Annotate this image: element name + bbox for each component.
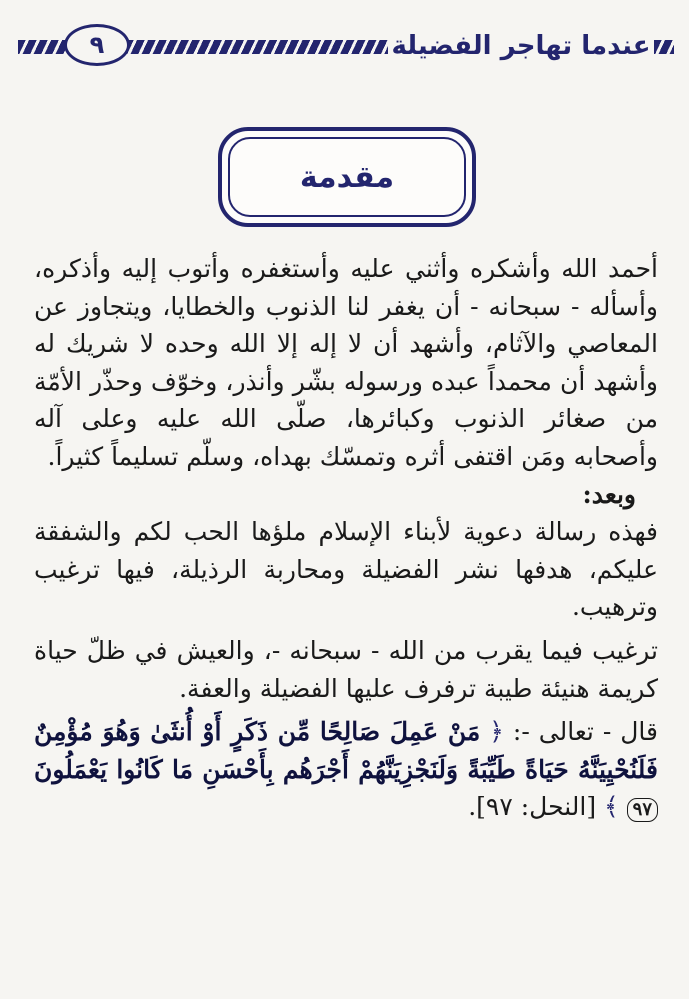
page-number: ٩ xyxy=(64,24,130,66)
wa-bad-heading: وبعد: xyxy=(582,479,636,509)
paragraph-message: فهذه رسالة دعوية لأبناء الإسلام ملؤها الحب لكم والشفقة عليكم، هدفها نشر الفضيلة ومحاربة الرذيلة، فيها ترغيب وترهيب. xyxy=(34,517,658,622)
quran-quote xyxy=(34,713,658,826)
paragraph-targheeb: ترغيب فيما يقرب من الله - سبحانه -، والعيش في ظلّ حياة كريمة هنيئة طيبة ترفرف عليها الفضيلة والعفة. xyxy=(34,635,658,703)
verse-reference: [النحل: ٩٧]. xyxy=(468,792,597,822)
section-title: مقدمة xyxy=(299,159,395,195)
verse-text: مَنْ عَمِلَ صَالِحًا مِّن ذَكَرٍ أَوْ أُنثَىٰ وَهُوَ مُؤْمِنٌ فَلَنُحْيِيَنَّهُ حَيَاةً طَيِّبَةً وَلَنَجْزِيَنَّهُمْ أَجْرَهُم بِأَحْسَنِ مَا كَانُوا يَعْمَلُونَ xyxy=(34,717,658,784)
book-title: عندما تهاجر الفضيلة xyxy=(391,31,651,61)
section-title-inner-frame xyxy=(228,137,466,217)
verse-number: ٩٧ xyxy=(627,798,658,822)
page-body xyxy=(34,250,658,826)
page-header xyxy=(18,22,678,72)
header-stripe-middle xyxy=(126,40,388,54)
header-stripe-left xyxy=(18,40,68,54)
ornate-bracket-close-icon: ﴾ xyxy=(604,792,619,822)
paragraph-opening: أحمد الله وأشكره وأثني عليه وأستغفره وأتوب إليه وأذكره، وأسأله - سبحانه - أن يغفر لنا الذنوب والخطايا، ويتجاوز عن المعاصي والآثام، وأشهد أن لا إله إلا الله وحده لا شريك له وأشهد أن محمداً عبده ورسوله بشّر وأنذر، وخوّف وحذّر الأمّة من صغائر الذنوب وكبائرها، صلّى الله عليه وعلى آله وأصحابه ومَن اقتفى أثره وتمسّك بهداه، وسلّم تسليماً كثيراً. xyxy=(34,254,658,471)
section-title-frame xyxy=(218,127,476,227)
verse-intro: قال - تعالى -: xyxy=(512,717,658,747)
header-stripe-right xyxy=(654,40,674,54)
ornate-bracket-open-icon: ﴿ xyxy=(489,717,504,747)
